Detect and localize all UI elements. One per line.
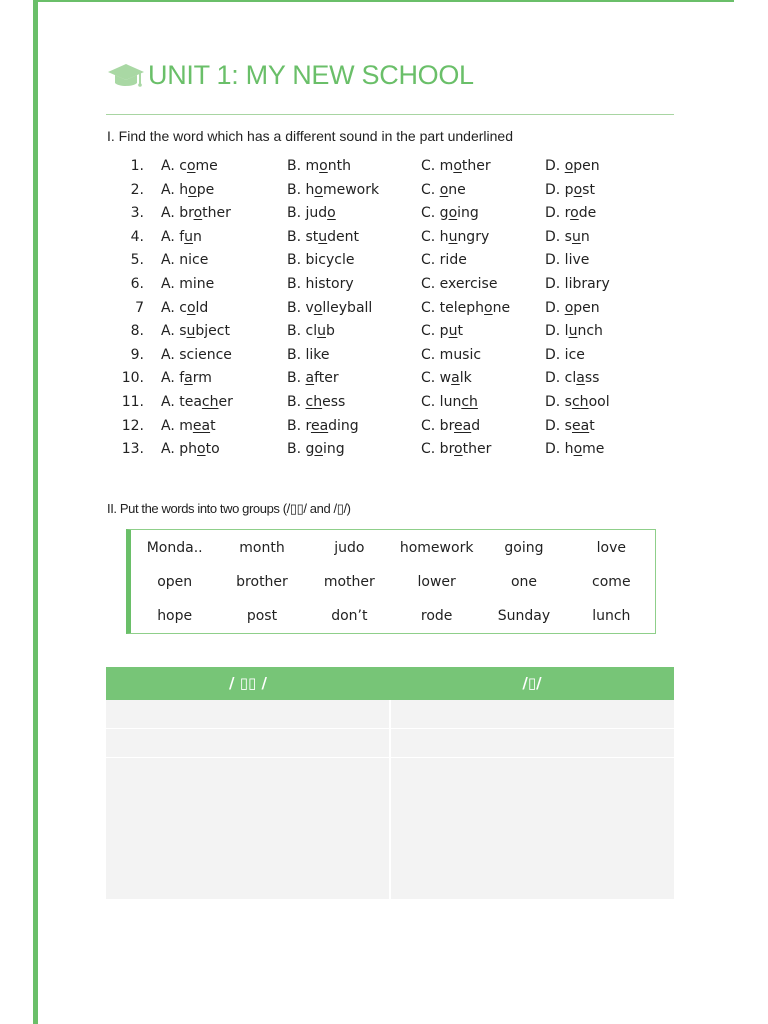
question-number: 4. (130, 228, 144, 245)
option-a[interactable]: A. fun (161, 228, 202, 245)
option-c[interactable]: C. going (421, 205, 479, 222)
option-c[interactable]: C. music (421, 346, 482, 363)
word-bank-word[interactable]: lower (417, 573, 456, 590)
option-a[interactable]: A. nice (161, 252, 209, 269)
table-row (106, 758, 674, 899)
word-bank-row (131, 530, 655, 565)
word-bank-word[interactable]: homework (399, 539, 474, 556)
sorting-table-body (106, 700, 674, 899)
option-c[interactable]: C. brother (421, 441, 492, 458)
option-b[interactable]: B. volleyball (287, 299, 373, 316)
option-b[interactable]: B. chess (287, 393, 346, 410)
question-number: 6. (130, 275, 144, 292)
option-b[interactable]: B. month (287, 158, 351, 174)
option-c[interactable]: C. put (421, 323, 463, 340)
page-top-border (38, 0, 734, 2)
header-two-sound: / ▯▯ / (229, 674, 267, 692)
table-row (106, 700, 674, 729)
option-c[interactable]: C. walk (421, 370, 472, 387)
option-d[interactable]: D. lunch (545, 323, 603, 340)
option-a[interactable]: A. brother (161, 205, 231, 222)
word-bank-word[interactable]: Sunday (497, 608, 551, 625)
question-number: 12. (121, 417, 144, 434)
option-d[interactable]: D. school (545, 393, 610, 410)
question-row (112, 345, 672, 369)
option-c[interactable]: C. hungry (421, 228, 490, 245)
question-number: 10. (121, 370, 144, 387)
question-number: 13. (121, 441, 144, 458)
word-bank-row (131, 599, 655, 634)
sorting-table (106, 667, 674, 899)
option-b[interactable]: B. student (287, 228, 360, 245)
option-d[interactable]: D. open (545, 299, 600, 316)
option-b[interactable]: B. reading (287, 417, 359, 434)
question-row (112, 298, 672, 322)
word-bank-word[interactable]: post (246, 608, 278, 625)
option-a[interactable]: A. cold (161, 299, 209, 316)
option-c[interactable]: C. exercise (421, 275, 498, 292)
word-bank-word[interactable]: judo (334, 539, 365, 556)
answer-cell-left[interactable] (106, 700, 389, 728)
option-d[interactable]: D. ice (545, 346, 585, 363)
question-number: 11. (121, 393, 144, 410)
word-bank-word[interactable]: one (510, 573, 537, 590)
option-d[interactable]: D. post (545, 181, 595, 198)
word-bank-word[interactable]: come (592, 573, 631, 590)
option-b[interactable]: B. after (287, 370, 339, 387)
word-bank-word[interactable]: Monda.. (146, 539, 203, 556)
question-row (112, 203, 672, 227)
option-a[interactable]: A. photo (161, 441, 220, 458)
question-number: 2. (130, 181, 144, 198)
option-a[interactable]: A. teacher (161, 393, 233, 410)
table-row (106, 729, 674, 758)
question-row (112, 321, 672, 345)
graduation-cap-icon (106, 60, 146, 90)
question-number: 7 (135, 299, 144, 316)
option-a[interactable]: A. mine (161, 275, 215, 292)
option-a[interactable]: A. hope (161, 181, 215, 198)
question-number: 8. (130, 323, 144, 340)
word-bank-grid (131, 530, 655, 634)
option-b[interactable]: B. homework (287, 181, 380, 198)
header-one-sound: /▯/ (522, 674, 542, 692)
option-a[interactable]: A. farm (161, 370, 212, 387)
question-number: 1. (130, 158, 144, 174)
word-bank-row (131, 565, 655, 600)
option-d[interactable]: D. rode (545, 205, 597, 222)
title-row (106, 57, 474, 93)
section2-instruction: II. Put the words into two groups (/▯▯/ and /▯/) (107, 501, 351, 516)
title-divider (106, 114, 674, 115)
option-a[interactable]: A. subject (161, 323, 230, 340)
option-d[interactable]: D. library (545, 275, 610, 292)
question-list (112, 156, 672, 463)
answer-cell-right[interactable] (389, 729, 674, 757)
option-b[interactable]: B. club (287, 323, 335, 340)
option-d[interactable]: D. class (545, 370, 600, 387)
option-c[interactable]: C. ride (421, 252, 467, 269)
word-bank-box (126, 529, 656, 634)
option-a[interactable]: A. meat (161, 417, 216, 434)
word-bank-word[interactable]: lunch (592, 608, 631, 625)
answer-cell-right[interactable] (389, 700, 674, 728)
question-row (112, 156, 672, 180)
word-bank-word[interactable]: going (504, 539, 544, 556)
option-c[interactable]: C. bread (421, 417, 481, 434)
sorting-table-header (106, 667, 674, 700)
option-a[interactable]: A. science (161, 346, 232, 363)
answer-cell-left[interactable] (106, 758, 389, 899)
question-row (112, 392, 672, 416)
word-bank-word[interactable]: mother (323, 573, 375, 590)
option-d[interactable]: D. home (545, 441, 605, 458)
question-row (112, 439, 672, 463)
page-title: UNIT 1: MY NEW SCHOOL (148, 59, 474, 90)
option-b[interactable]: B. history (287, 275, 354, 292)
option-d[interactable]: D. open (545, 158, 600, 174)
question-row (112, 180, 672, 204)
question-row (112, 368, 672, 392)
question-row (112, 416, 672, 440)
word-bank-word[interactable]: brother (236, 573, 288, 590)
option-c[interactable]: C. mother (421, 158, 491, 174)
question-number: 9. (130, 346, 144, 363)
word-bank-word[interactable]: month (239, 539, 285, 556)
word-bank-word[interactable]: don’t (331, 608, 368, 625)
question-row (112, 250, 672, 274)
option-b[interactable]: B. going (287, 441, 345, 458)
option-b[interactable]: B. bicycle (287, 252, 355, 269)
word-bank-word[interactable]: rode (420, 608, 453, 625)
question-number: 5. (130, 252, 144, 269)
word-bank-word[interactable]: love (596, 539, 626, 556)
word-bank-word[interactable]: open (157, 573, 193, 590)
question-row (112, 227, 672, 251)
option-b[interactable]: B. judo (287, 205, 336, 222)
option-c[interactable]: C. telephone (421, 299, 511, 316)
page-left-border (33, 0, 38, 1024)
option-d[interactable]: D. sun (545, 228, 590, 245)
word-bank-word[interactable]: hope (157, 608, 193, 625)
question-row (112, 274, 672, 298)
option-c[interactable]: C. one (421, 181, 466, 198)
option-a[interactable]: A. come (161, 158, 218, 174)
option-d[interactable]: D. seat (545, 417, 595, 434)
option-d[interactable]: D. live (545, 252, 590, 269)
option-c[interactable]: C. lunch (421, 393, 478, 410)
answer-cell-left[interactable] (106, 729, 389, 757)
section1-instruction: I. Find the word which has a different sound in the part underlined (107, 128, 513, 144)
answer-cell-right[interactable] (389, 758, 674, 899)
option-b[interactable]: B. like (287, 346, 330, 363)
question-number: 3. (130, 205, 144, 222)
